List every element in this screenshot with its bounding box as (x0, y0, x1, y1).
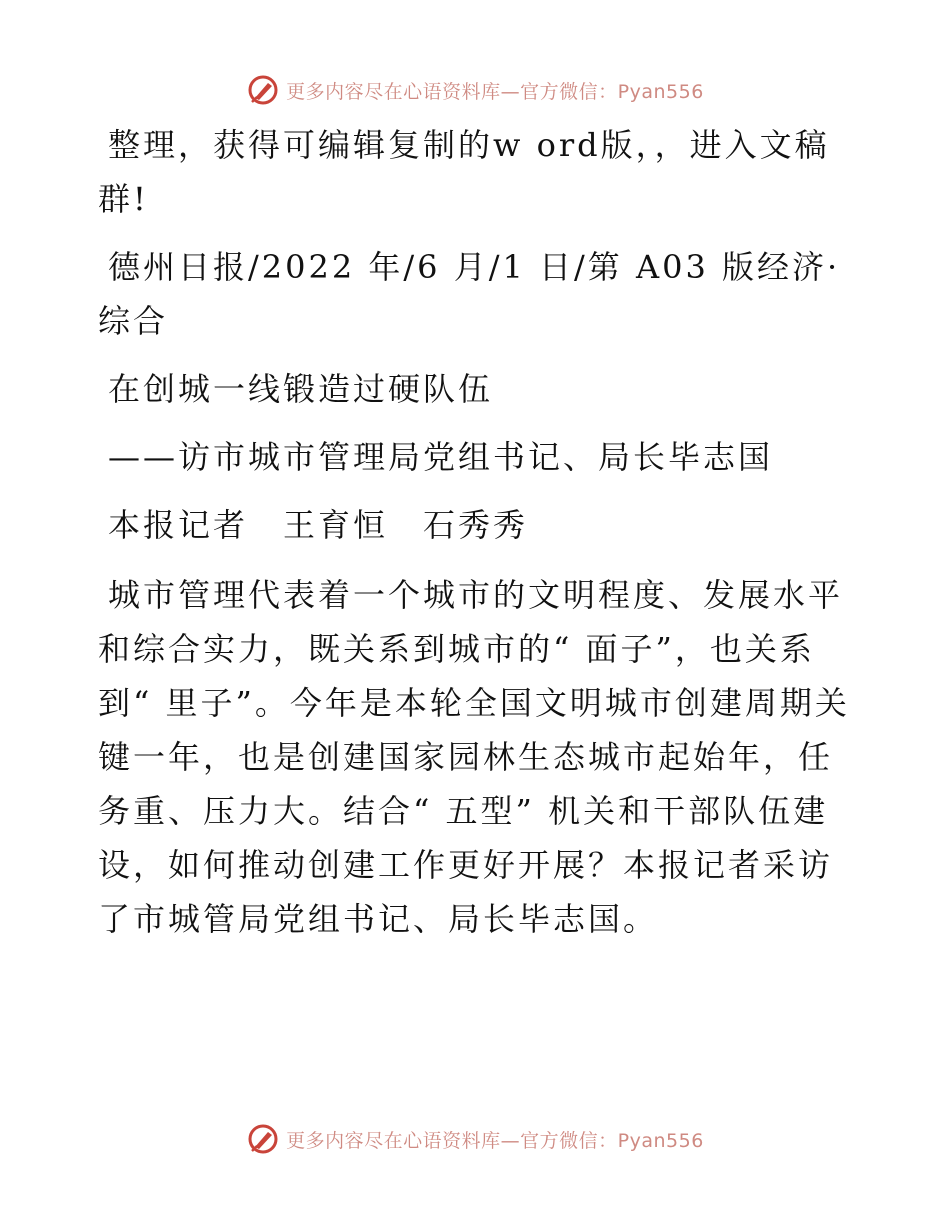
pen-circle-logo-icon (246, 73, 280, 107)
document-body (98, 118, 858, 946)
watermark-text: 更多内容尽在心语资料库—官方微信：Pyan556 (286, 80, 704, 103)
header-watermark-banner (0, 70, 950, 110)
body-paragraph: 城市管理代表着一个城市的文明程度、发展水平和综合实力，既关系到城市的“ 面子”，也关系到“ 里子”。今年是本轮全国文明城市创建周期关键一年，也是创建国家园林生态城市起始年，任务重、压力大。结合“ 五型” 机关和干部队伍建设，如何推动创建工作更好开展？本报记者采访了市城管局党组书记、局长毕志国。 (98, 576, 850, 938)
source-line: 德州日报/2022 年/6 月/1 日/第 A03 版经济·综合 (98, 248, 841, 340)
footer-watermark-banner (0, 1119, 950, 1159)
byline: 本报记者 王育恒 石秀秀 (108, 506, 529, 544)
article-subtitle: ——访市城市管理局党组书记、局长毕志国 (108, 438, 774, 476)
watermark-text: 更多内容尽在心语资料库—官方微信：Pyan556 (286, 1129, 704, 1152)
note-paragraph: 整理，获得可编辑复制的w ord版，，进入文稿群! (98, 126, 830, 218)
pen-circle-logo-icon (246, 1122, 280, 1156)
article-title: 在创城一线锻造过硬队伍 (108, 370, 494, 408)
